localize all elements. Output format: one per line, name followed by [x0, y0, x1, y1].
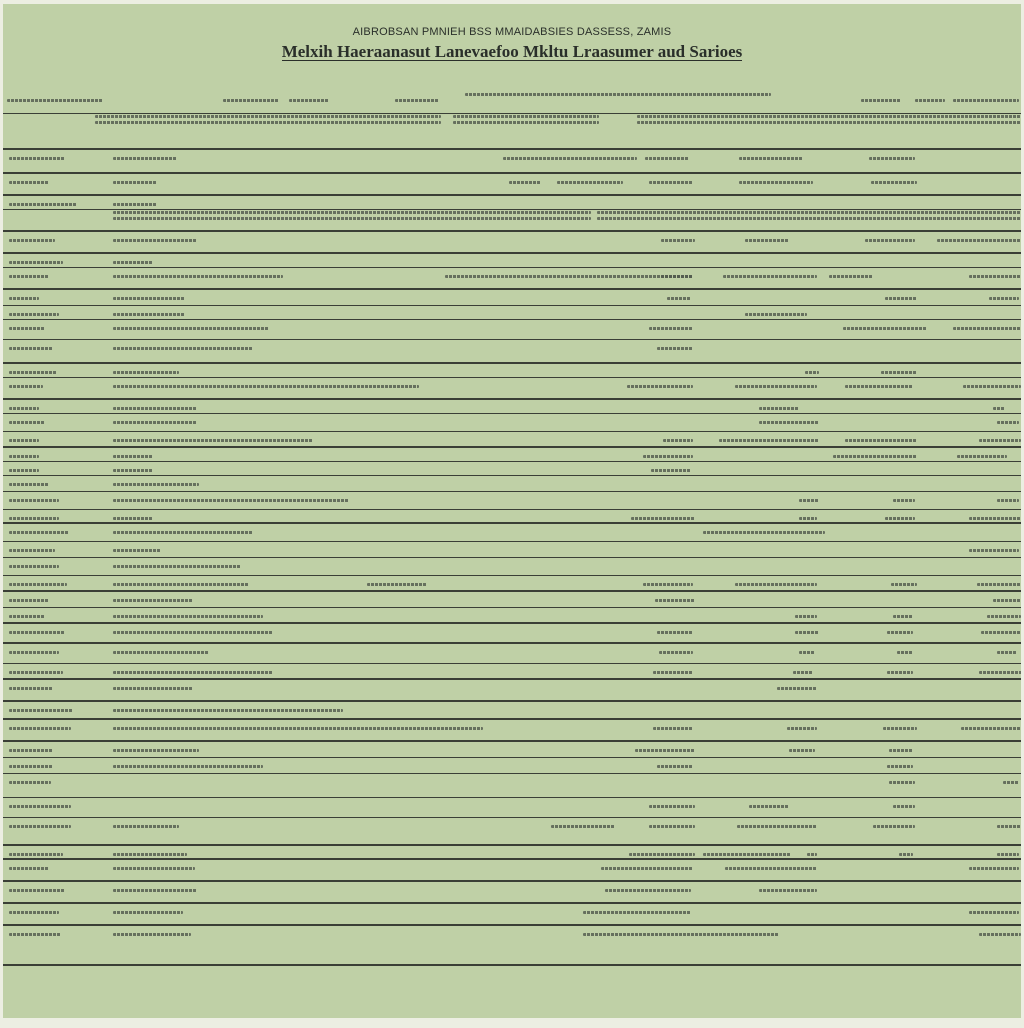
row-value-3	[829, 178, 917, 190]
table-row	[3, 114, 1021, 150]
row-description	[109, 864, 439, 876]
table-row	[3, 542, 1021, 558]
row-value-4	[927, 886, 1019, 898]
row-value-3	[829, 822, 917, 834]
row-value-1	[563, 178, 695, 190]
row-value-1	[563, 496, 695, 508]
row-label	[7, 496, 99, 508]
row-value-4	[927, 528, 1019, 540]
table-row	[3, 558, 1021, 576]
row-value-1	[563, 886, 695, 898]
row-value-2	[703, 562, 819, 574]
row-value-3	[829, 724, 917, 736]
row-description	[109, 272, 439, 284]
row-value-3	[829, 236, 917, 248]
row-description	[109, 802, 439, 814]
row-label	[7, 930, 99, 942]
row-value-2	[703, 648, 819, 660]
row-value-2	[703, 684, 819, 696]
row-description	[109, 886, 439, 898]
page-header	[3, 16, 1021, 72]
row-value-3	[829, 528, 917, 540]
row-description	[109, 214, 439, 226]
row-value-4	[927, 418, 1019, 430]
row-value-3	[829, 930, 917, 942]
row-value-4	[927, 706, 1019, 718]
row-value-1	[563, 118, 695, 130]
row-label	[7, 628, 99, 640]
row-value-1	[563, 802, 695, 814]
row-value-1	[563, 272, 695, 284]
table-row	[3, 624, 1021, 644]
row-description	[109, 562, 439, 574]
row-value-4	[927, 272, 1019, 284]
row-value-1	[563, 344, 695, 356]
header-subtitle: AIBROBSAN PMNIEH BSS MMAIDABSIES DASSESS, ZAMIS	[352, 26, 672, 38]
row-value-3	[829, 706, 917, 718]
row-description	[109, 418, 439, 430]
row-value-2	[703, 236, 819, 248]
row-value-2	[703, 886, 819, 898]
row-value-3	[829, 864, 917, 876]
row-description	[109, 778, 439, 790]
row-value-1	[563, 628, 695, 640]
row-label	[7, 178, 99, 190]
row-value-2	[703, 178, 819, 190]
table-row	[3, 860, 1021, 882]
table-row	[3, 742, 1021, 758]
row-value-4	[927, 562, 1019, 574]
row-value-2	[703, 628, 819, 640]
row-description	[109, 908, 439, 920]
column-header-description	[109, 96, 439, 108]
row-value-4	[927, 802, 1019, 814]
document-sheet	[3, 4, 1021, 1018]
row-label	[7, 724, 99, 736]
row-value-1	[563, 236, 695, 248]
row-value-3	[829, 628, 917, 640]
column-header-3	[829, 96, 917, 108]
row-value-1	[563, 528, 695, 540]
row-value-1	[563, 562, 695, 574]
column-header-2	[703, 96, 819, 108]
row-value-4	[927, 724, 1019, 736]
row-label	[7, 908, 99, 920]
column-header-1	[563, 96, 695, 108]
row-label	[7, 886, 99, 898]
row-value-3	[829, 496, 917, 508]
row-value-1	[563, 778, 695, 790]
row-value-2	[703, 802, 819, 814]
row-value-2	[703, 778, 819, 790]
row-value-3	[829, 344, 917, 356]
row-value-2	[703, 382, 819, 394]
row-label	[7, 118, 99, 130]
table-row	[3, 150, 1021, 174]
table-row	[3, 476, 1021, 492]
row-value-1	[563, 822, 695, 834]
row-value-2	[703, 154, 819, 166]
table-row	[3, 608, 1021, 624]
row-label	[7, 382, 99, 394]
row-description	[109, 528, 439, 540]
row-label	[7, 324, 99, 336]
row-label	[7, 344, 99, 356]
row-description	[109, 236, 439, 248]
table-row	[3, 664, 1021, 680]
row-value-2	[703, 272, 819, 284]
row-value-1	[563, 648, 695, 660]
row-value-2	[703, 930, 819, 942]
row-value-4	[927, 236, 1019, 248]
row-label	[7, 822, 99, 834]
row-label	[7, 154, 99, 166]
row-value-2	[703, 118, 819, 130]
row-description	[109, 684, 439, 696]
table-row	[3, 174, 1021, 196]
row-description	[109, 628, 439, 640]
table-row	[3, 340, 1021, 364]
column-header-row	[3, 92, 1021, 114]
row-value-3	[829, 382, 917, 394]
row-value-1	[563, 724, 695, 736]
row-label	[7, 528, 99, 540]
row-value-1	[563, 418, 695, 430]
table-row	[3, 510, 1021, 524]
row-value-3	[829, 684, 917, 696]
row-value-2	[703, 214, 819, 226]
table-row	[3, 432, 1021, 448]
table-row	[3, 798, 1021, 818]
row-value-4	[927, 684, 1019, 696]
row-value-3	[829, 418, 917, 430]
row-value-4	[927, 908, 1019, 920]
table-row	[3, 702, 1021, 720]
table-row	[3, 524, 1021, 542]
row-value-1	[563, 214, 695, 226]
row-label	[7, 562, 99, 574]
row-value-2	[703, 496, 819, 508]
table-row	[3, 462, 1021, 476]
table-row	[3, 720, 1021, 742]
row-label	[7, 214, 99, 226]
column-header-label	[7, 96, 99, 108]
row-description	[109, 706, 439, 718]
table-row	[3, 774, 1021, 798]
row-label	[7, 864, 99, 876]
row-value-4	[927, 178, 1019, 190]
table-row	[3, 926, 1021, 966]
row-value-3	[829, 214, 917, 226]
row-value-3	[829, 802, 917, 814]
page-title: Melxih Haeraanasut Lanevaefoo Mkltu Lraasumer aud Sarioes	[281, 42, 743, 61]
row-value-4	[927, 864, 1019, 876]
row-value-4	[927, 822, 1019, 834]
row-value-1	[563, 908, 695, 920]
row-label	[7, 418, 99, 430]
column-header-4	[927, 96, 1019, 108]
row-label	[7, 778, 99, 790]
row-value-1	[563, 706, 695, 718]
row-value-3	[829, 272, 917, 284]
row-description	[109, 496, 439, 508]
row-description	[109, 648, 439, 660]
table-row	[3, 492, 1021, 510]
row-value-2	[703, 706, 819, 718]
table-row	[3, 576, 1021, 592]
row-description	[109, 178, 439, 190]
row-label	[7, 706, 99, 718]
row-value-2	[703, 324, 819, 336]
row-value-3	[829, 778, 917, 790]
row-value-2	[703, 528, 819, 540]
row-value-4	[927, 496, 1019, 508]
table-row	[3, 196, 1021, 210]
row-value-4	[927, 214, 1019, 226]
table-row	[3, 254, 1021, 268]
row-value-4	[927, 930, 1019, 942]
table-row	[3, 400, 1021, 414]
table-row	[3, 680, 1021, 702]
table-row	[3, 320, 1021, 340]
row-label	[7, 684, 99, 696]
row-value-4	[927, 648, 1019, 660]
row-description	[109, 822, 439, 834]
row-value-4	[927, 118, 1019, 130]
row-value-1	[563, 324, 695, 336]
row-description	[109, 344, 439, 356]
row-value-3	[829, 908, 917, 920]
table-row	[3, 758, 1021, 774]
row-value-4	[927, 154, 1019, 166]
table-row	[3, 290, 1021, 306]
row-value-3	[829, 118, 917, 130]
row-description	[109, 930, 439, 942]
row-value-2	[703, 418, 819, 430]
row-value-3	[829, 886, 917, 898]
row-value-4	[927, 344, 1019, 356]
row-value-3	[829, 154, 917, 166]
table-row	[3, 818, 1021, 846]
row-label	[7, 272, 99, 284]
row-label	[7, 802, 99, 814]
table-row	[3, 448, 1021, 462]
table-row	[3, 232, 1021, 254]
row-description	[109, 724, 439, 736]
table-row	[3, 846, 1021, 860]
row-value-4	[927, 382, 1019, 394]
row-value-4	[927, 778, 1019, 790]
row-value-1	[563, 684, 695, 696]
row-value-3	[829, 648, 917, 660]
table-row	[3, 414, 1021, 432]
table-row	[3, 882, 1021, 904]
row-value-2	[703, 908, 819, 920]
row-value-2	[703, 822, 819, 834]
row-value-4	[927, 324, 1019, 336]
row-description	[109, 154, 439, 166]
row-value-2	[703, 344, 819, 356]
row-description	[109, 324, 439, 336]
row-value-2	[703, 724, 819, 736]
table-row	[3, 378, 1021, 400]
table-row	[3, 904, 1021, 926]
table-row	[3, 644, 1021, 664]
table-row	[3, 592, 1021, 608]
row-value-2	[703, 864, 819, 876]
row-rule	[3, 964, 1021, 966]
row-label	[7, 236, 99, 248]
row-value-1	[563, 154, 695, 166]
row-label	[7, 648, 99, 660]
row-description	[109, 382, 439, 394]
row-value-1	[563, 930, 695, 942]
table-row	[3, 210, 1021, 232]
row-value-3	[829, 562, 917, 574]
row-value-1	[563, 864, 695, 876]
row-description	[109, 118, 439, 130]
table-row	[3, 364, 1021, 378]
row-value-4	[927, 628, 1019, 640]
table-row	[3, 306, 1021, 320]
table-row	[3, 268, 1021, 290]
row-value-1	[563, 382, 695, 394]
row-value-3	[829, 324, 917, 336]
